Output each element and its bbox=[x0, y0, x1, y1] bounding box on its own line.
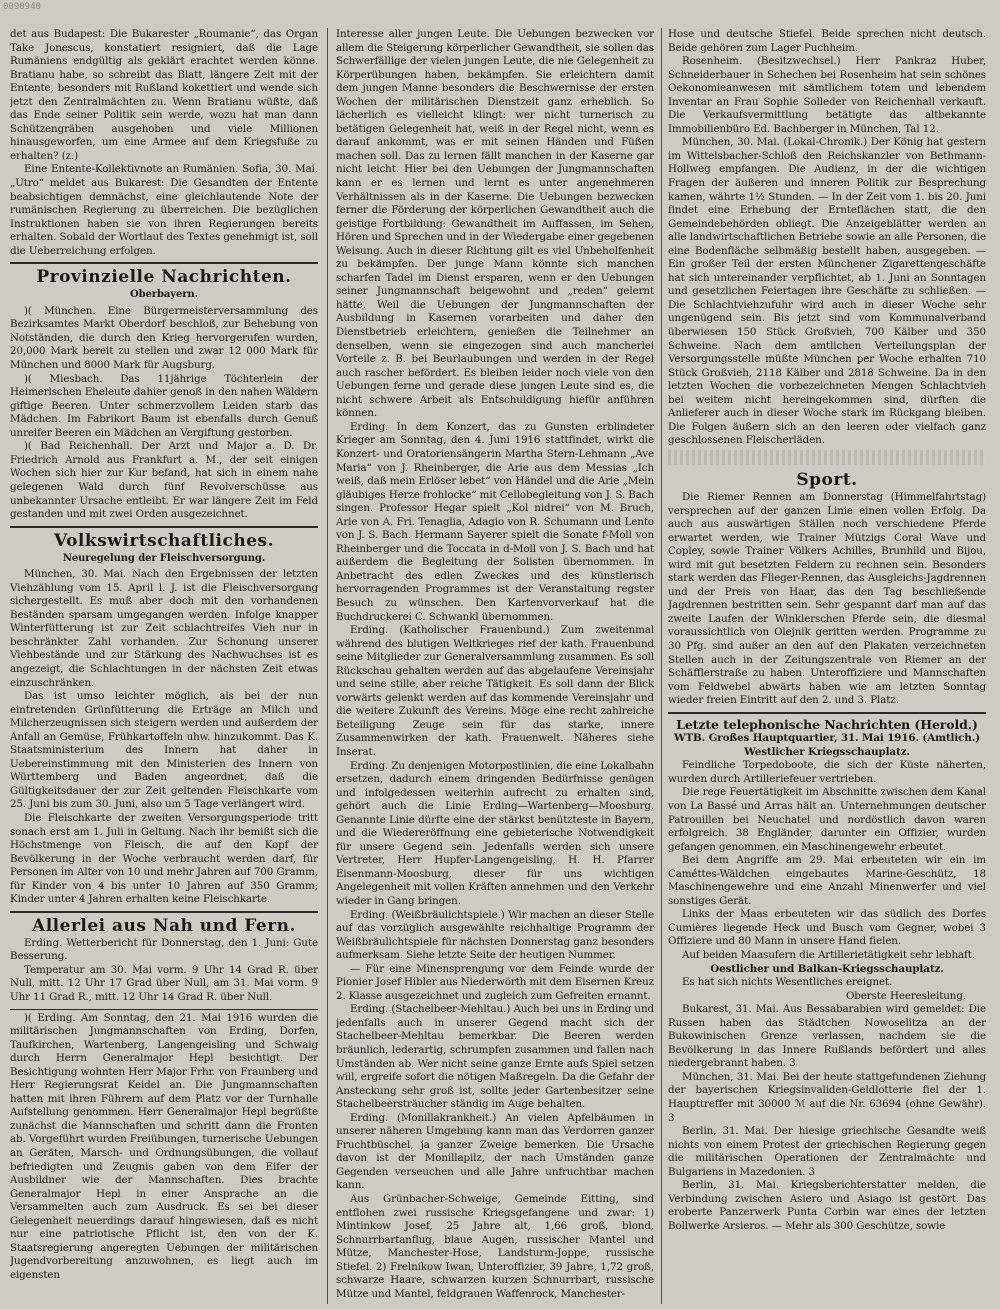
section-title-provincial: Provinzielle Nachrichten. bbox=[36, 267, 292, 288]
article-paragraph: Hose und deutsche Stiefel. Beide sprechen nicht deutsch. Beide gehören zum Lager Puchheim. bbox=[668, 28, 986, 54]
dateline: WTB. Großes Hauptquartier, 31. Mai 1916. (Amtlich.) bbox=[674, 732, 980, 745]
article-paragraph: Feindliche Torpedoboote, die sich der Küste näherten, wurden durch Artilleriefeuer vertrieben. bbox=[668, 759, 986, 785]
section-title-telephone-news: Letzte telephonische Nachrichten (Herold.) bbox=[676, 716, 978, 732]
article-paragraph: Erding. Zu denjenigen Motorpostlinien, die eine Lokalbahn ersetzen, dadurch einem dringenden Bedürfnisse genügen und infolgedessen weiterhin aufrecht zu erhalten sind, gehört auch die Linie Erding—Wartenberg—Moosburg. Genannte Linie dürfte eine der stärkst benützteste in Bayern, und die Wiedereröffnung eine gebieterische Notwendigkeit für unsere Gegend sein. Jedenfalls werden sich unsere Vertreter, Herr Hupfer-Langengeisling, H. H. Pfarrer Eisenmann-Moosburg, dieser für uns wichtigen Angelegenheit mit vollen Kräften annehmen und den Verkehr wieder in Gang bringen. bbox=[336, 759, 654, 907]
section-divider bbox=[10, 262, 318, 264]
subheading: Westlicher Kriegsschauplatz. bbox=[744, 745, 910, 758]
article-paragraph: Bei dem Angriffe am 29. Mai erbeuteten wir ein im Caméttes-Wäldchen eingebautes Marine-Geschütz, 18 Maschinengewehre und eine Anzahl Minenwerfer und viel sonstiges Gerät. bbox=[668, 854, 986, 907]
article-paragraph: Erding. (Katholischer Frauenbund.) Zum zweitenmal während des blutigen Weltkrieges rief der kath. Frauenbund seine Mitglieder zur Generalversammlung zusammen. Es soll Rückschau gehalten werden auf das abgelaufene Vereinsjahr und seine stille, aber reiche Tätigkeit. Es soll dann der Blick vorwärts gelenkt werden auf das kommende Vereinsjahr und die weitere Zukunft des Vereins. Möge eine recht zahlreiche Beteiligung Zeuge sein für das starke, innere Zusammenwirken der kath. Frauenwelt. Näheres siehe Inserat. bbox=[336, 624, 654, 758]
article-paragraph: Interesse aller jungen Leute. Die Uebungen bezwecken vor allem die Steigerung körperlicher Gewandtheit, sie sollen das Schwerfällige der vielen jungen Leute, die nie Gelegenheit zu Körperübungen haben, bekämpfen. Sie erleichtern damit dem jungen Manne besonders die Beschwernisse der ersten Wochen der militärischen Dienstzeit ganz erheblich. So lächerlich es vielleicht klingt: wer nicht turnerisch zu betätigen Gelegenheit hat, weiß in der Regel nicht, wenn es darauf ankommt, was er mit seinen Händen und Füßen machen soll. Das zu lernen fällt manchen in der Kaserne gar nicht leicht. Hier bei den Uebungen der Jungmannschaften kann er es lernen und lernt es unter angenehmeren Verhältnissen als in der Kaserne. Die Uebungen bezwecken ferner die Förderung der körperlichen Gewandtheit auch die geistige Fortbildung: Gewandtheit im Auffassen, im Sehen, Hören und Sprechen und in der Wiedergabe einer gegebenen Weisung. Auch in dieser Richtung gilt es viel Unbeholfenheit zu bekämpfen. Der junge Mann könnte sich manchen scharfen Tadel im Dienst ersparen, wenn er den Uebungen seiner Jungmannschaft beigewohnt und „reden“ gelernt hätte. Weil die Uebungen der Jungmannschaften der Ausbildung in Kasernen vorarbeiten und daher den Dienstbetrieb erleichtern, genießen die Teilnehmer an denselben, wenn sie eingezogen sind auch mancherlei Vorteile z. B. bei Beurlaubungen und werden in der Regel auch rascher befördert. Es bleiben leider noch viele von den Uebungen ferne und gerade diese jungen Leute sind es, die nicht schwere Arbeit als Entschuldigung hiefür anführen können. bbox=[336, 28, 654, 420]
article-paragraph: Eine Entente-Kollektivnote an Rumänien. Sofia, 30. Mai. „Utro“ meldet aus Bukarest: Die Gesandten der Entente beabsichtigen demnächst, eine gleichlautende Note der rumänischen Regierung zu überreichen. Die bezüglichen Instruktionen haben sie von ihren Regierungen bereits erhalten. Sobald der Wortlaut des Textes genehmigt ist, soll die Ueberreichung erfolgen. bbox=[10, 163, 318, 257]
column-right bbox=[668, 28, 986, 1304]
article-paragraph: — Für eine Minensprengung vor dem Feinde wurde der Pionier Josef Hibler aus Niederwörth mit dem Eisernen Kreuz 2. Klasse ausgezeichnet und zugleich zum Gefreiten ernannt. bbox=[336, 962, 654, 1002]
signature: Oberste Heeresleitung. bbox=[845, 989, 966, 1002]
section-divider bbox=[668, 712, 986, 714]
article-paragraph: Die rege Feuertätigkeit im Abschnitte zwischen dem Kanal von La Bassé und Arras hält an. Unternehmungen deutscher Patrouillen bei Neuchatel und nordöstlich davon waren erfolgreich. 38 Engländer, darunter ein Offizier, wurden gefangen genommen, ein Maschinengewehr erbeutet. bbox=[668, 786, 986, 853]
section-title-miscellany: Allerlei aus Nah und Fern. bbox=[32, 915, 296, 936]
article-paragraph: Die Fleischkarte der zweiten Versorgungsperiode tritt sonach erst am 1. Juli in Geltung. Nach ihr bemißt sich die Höchstmenge von Fleisch, die auf den Kopf der Bevölkerung in der Woche verbraucht werden darf, für Personen im Alter von 10 und mehr Jahren auf 700 Gramm, für Kinder von 4 bis unter 10 Jahren auf 350 Gramm; Kinder unter 4 Jahren erhalten keine Fleischkarte. bbox=[10, 811, 318, 906]
article-paragraph: Erding. In dem Konzert, das zu Gunsten erblindeter Krieger am Sonntag, den 4. Juni 1916 stattfindet, wirkt die Konzert- und Oratoriensängerin Martha Stern-Lehmann „Ave Maria“ von J. Rheinberger, die Arie aus dem Messias „Ich weiß, daß mein Erlöser lebet“ von Händel und die Arie „Mein gläubiges Herze frohlocke“ mit Cellobegleitung von J. S. Bach singen. Professor Hegar spielt „Kol nidrei“ von M. Bruch, Arie von A. Fri. Tenaglia, Adagio von R. Schumann und Lento von J. S. Bach. Hermann Sayerer spielt die Sonate f-Moll von Rheinberger und die Toccata in d-Moll von J. S. Bach und hat außerdem die Begleitung der Solisten übernommen. In Anbetracht des edlen Zweckes und des künstlerisch hervorragenden Programmes ist der Veranstaltung regster Besuch zu wünschen. Den Kartenvorverkauf hat die Buchdruckerei C. Schwankl übernommen. bbox=[336, 420, 654, 623]
article-paragraph: )( München. Eine Bürgermeisterversammlung des Bezirksamtes Markt Oberdorf beschloß, zur Behebung von Notständen, die durch den Krieg hervorgerufen wurden, 20,000 Mark bereit zu stellen und zwar 12 000 Mark für München und 8000 Mark für Augsburg. bbox=[10, 304, 318, 372]
section-subtitle: Oberbayern. bbox=[130, 289, 198, 301]
section-divider bbox=[10, 911, 318, 913]
article-paragraph: München, 31. Mai. Bei der heute stattgefundenen Ziehung der bayerischen Kriegsinvaliden-Geldlotterie fiel der 1. Haupttreffer mit 30000 ℳ auf die Nr. 63694 (ohne Gewähr). 3 bbox=[668, 1070, 986, 1124]
article-paragraph: Erding. Wetterbericht für Donnerstag, den 1. Juni: Gute Besserung. bbox=[10, 936, 318, 963]
article-paragraph: det aus Budapest: Die Bukarester „Roumanie“, das Organ Take Jonescus, konstatiert resigniert, daß die Lage Rumäniens endgültig als geklärt erachtet werden könne. Bratianu habe, so schreibt das Blatt, längere Zeit mit der Entente, besonders mit Rußland kokettiert und wende sich jetzt den Zentralmächten zu. Wenn Bratianu wüßte, daß das Ende seiner Politik sein werde, wozu hat man dann Schützengräben ausgehoben und viele Millionen hinausgeworfen, um eine Armee auf dem Kriegsfuße zu erhalten? (z.) bbox=[10, 28, 318, 162]
scan-stamp: 0090940 bbox=[3, 2, 41, 12]
column-rule bbox=[327, 28, 328, 1304]
article-paragraph: )( Erding. Am Sonntag, den 21. Mai 1916 wurden die militärischen Jungmannschaften von Erding, Dorfen, Taufkirchen, Wartenberg, Langengeisling und Schwaig durch Herrn Generalmajor Hepl besichtigt. Der Besichtigung wohnten Herr Major Frhr. von Fraunberg und Herr Regierungsrat Keidel an. Die Jungmannschaften hatten mit ihren Führern auf dem Platz vor der Turnhalle Aufstellung genommen. Herr Generalmajor Hepl begrüßte zunächst die Mannschaften und schritt dann die Fronten ab. Vorgeführt wurden Freiübungen, turnerische Uebungen an Geräten, Marsch- und Ordnungsübungen, die vollauf befriedigten und Zeugnis gaben von dem Eifer der Ausbildner wie der Mannschaften. Dies brachte Generalmajor Hepl in einer Ansprache an die Versammelten auch zum Ausdruck. Es sei bei dieser Gelegenheit neuerdings darauf hingewiesen, daß es nicht nur eine patriotische Pflicht ist, den von der K. Staatsregierung angeregten Uebungen der militärischen Jugendvorbereitung anzuwohnen, es liegt auch im eigensten bbox=[10, 1011, 318, 1281]
subheading: Oestlicher und Balkan-Kriegsschauplatz. bbox=[710, 962, 944, 975]
faded-advert-strip bbox=[668, 450, 986, 465]
section-divider bbox=[10, 526, 318, 528]
article-paragraph: Erding. (Stachelbeer-Mehltau.) Auch bei uns in Erding und jedenfalls auch in unserer Gegend macht sich der Stachelbeer-Mehltau bemerkbar. Die Beeren werden bräunlich, lederartig, schrumpfen zusammen und fallen nach Umständen ab. Wer nicht seine ganze Ernte aufs Spiel setzen will, ergreife sofort die nötigen Maßregeln. Da die Gefahr der Ansteckung sehr groß ist, sollte jeder Gartenbesitzer seine Stachelbeersträucher ständig im Auge behalten. bbox=[336, 1003, 654, 1111]
article-paragraph: Aus Grünbacher-Schweige, Gemeinde Eitting, sind entflohen zwei russische Kriegsgefangene und zwar: 1) Mintinkow Josef, 25 Jahre alt, 1,66 groß, blond, Schnurrbartanflug, blaue Augen, russischer Mantel und Mütze, Manchester-Hose, Landsturm-Joppe, russische Stiefel. 2) Frelnikow Iwan, Unteroffizier, 39 Jahre, 1,72 groß, schwarze Haare, schwarzen kurzen Schnurrbart, russische Mütze und Mantel, feldgrauen Waffenrock, Manchester- bbox=[336, 1193, 654, 1300]
article-paragraph: )( Miesbach. Das 11jährige Töchterlein der Heimerlschen Eheleute dahier genoß in den nahen Wäldern giftige Beeren. Unter schmerzvollem Leiden starb das Mädchen. Im Fabrikort Baum ist ebenfalls durch Genuß unreifer Beeren ein Mädchen an Vergiftung gestorben. bbox=[10, 372, 318, 439]
section-subtitle: Neuregelung der Fleischversorgung. bbox=[62, 552, 266, 564]
article-paragraph: München, 30. Mai. (Lokal-Chronik.) Der König hat gestern im Wittelsbacher-Schloß den Reichskanzler von Bethmann-Hollweg empfangen. Die Audienz, in der die wichtigen Fragen der äußeren und inneren Politik zur Besprechung kamen, währte 1½ Stunden. — In der Zeit vom 1. bis 20. Juni findet eine Erhebung der Ernteflächen statt, die den Gemeindebehörden obliegt. Die Anzeigeblätter werden an alle landwirtschaftlichen Betriebe sowie an alle Personen, die eine Bodenfläche selbmäßig bestellt haben, ausgegeben. — Ein großer Teil der ersten Münchener Zigarettengeschäfte hat sich untereinander verpflichtet, ab 1. Juni an Sonntagen und gesetzlichen Feiertagen ihre Geschäfte zu schließen. — Die Schlachtviehzufuhr wird auch in dieser Woche sehr ungenügend sein. Bis jetzt sind vom Kommunalverband überwiesen 150 Stück Großvieh, 700 Kälber und 350 Schweine. Nach dem amtlichen Verteilungsplan der Versorgungsstelle müßte München per Woche erhalten 710 Stück Großvieh, 2118 Kälber und 2818 Schweine. Da in den letzten Wochen die vorbezeichneten Mengen Schlachtvieh bei weitem nicht hereingekommen sind, dürften die Anlieferer auch in dieser Woche stark im Rückgang bleiben. Die Folgen äußern sich an den leeren oder vielfach ganz geschlossenen Fleischerläden. bbox=[668, 136, 986, 447]
article-paragraph: Berlin, 31. Mai. Der hiesige griechische Gesandte weiß nichts von einem Protest der griechischen Regierung gegen die militärischen Operationen der Zentralmächte und Bulgariens in Mazedonien. 3 bbox=[668, 1125, 986, 1178]
article-paragraph: Erding. (Weißbräulichtspiele.) Wir machen an dieser Stelle auf das vorzüglich ausgewählte reichhaltige Programm der Weißbräulichtspiele für nächsten Donnerstag ganz besonders aufmerksam. Siehe letzte Seite der heutigen Nummer. bbox=[336, 908, 654, 962]
section-title-sport: Sport. bbox=[796, 469, 858, 490]
article-paragraph: Bukarest, 31. Mai. Aus Bessabarabien wird gemeldet: Die Russen haben das Städtchen Nowoselitza an der Bukowinischen Grenze verlassen, nachdem sie die Bevölkerung in das Innere Rußlands befördert und alles niedergebrannt haben. 3 bbox=[668, 1003, 986, 1070]
column-left bbox=[10, 28, 318, 1304]
article-paragraph: Links der Maas erbeuteten wir das südlich des Dorfes Cumières liegende Heck und Busch vom Gegner, wobei 3 Offiziere und 80 Mann in unsere Hand fielen. bbox=[668, 908, 986, 948]
column-middle bbox=[336, 28, 654, 1304]
article-paragraph: München, 30. Mai. Nach den Ergebnissen der letzten Viehzählung vom 15. April l. J. ist die Fleischversorgung sichergestellt. Es muß aber doch mit den vorhandenen Beständen sparsam umgegangen werden. Infolge knapper Winterfütterung ist zur Zeit schlachtreifes Vieh nur in beschränkter Zahl vorhanden. Zur Schonung unserer Viehbestände und zur Stärkung des Nachwuchses ist es angezeigt, die Schlachtungen in der nächsten Zeit etwas einzuschränken. bbox=[10, 568, 318, 689]
article-paragraph: Temperatur am 30. Mai vorm. 9 Uhr 14 Grad R. über Null, mitt. 12 Uhr 17 Grad über Null, am 31. Mai vorm. 9 Uhr 11 Grad R., mitt. 12 Uhr 14 Grad R. über Null. bbox=[10, 963, 318, 1003]
section-divider bbox=[10, 1009, 318, 1010]
article-paragraph: Rosenheim. (Besitzwechsel.) Herr Pankraz Huber, Schneiderbauer in Schechen bei Rosenheim hat sein schönes Oekonomieanwesen mit sämtlichem totem und lebendem Inventar an Frau Sophie Solleder von Reichenhall verkauft. Die Verkaufsvermittlung betätigte das altbekannte Immobilienbüro Ed. Bachberger in München, Tal 12. bbox=[668, 55, 986, 135]
article-paragraph: Die Riemer Rennen am Donnerstag (Himmelfahrtstag) versprechen auf der ganzen Linie einen vollen Erfolg. Da auch aus auswärtigen Ställen noch verschiedene Pferde erwartet werden, wie Trainer Mützigs Coral Wave und Copley, sowie Trainer Völkers Achilles, Brunhild und Bijou, wird mit gut besetzten Feldern zu rechnen sein. Besonders stark werden das Flieger-Rennen, das Ausgleichs-Jagdrennen und der Preis von Haar, das den Tag beschließende Jagdrennen bestritten sein. Sehr gespannt darf man auf das zweite Laufen der Winklerschen Pferde sein, die diesmal voraussichtlich von Olejnik geritten werden. Programme zu 30 Pfg. sind außer an den auf den Plakaten verzeichneten Stellen auch in der Zeitungszentrale von Riemer an der Schäfflerstraße zu haben. Unteroffiziere und Mannschaften vom Feldwebel abwärts haben wie am letzten Sonntag wieder freien Eintritt auf den 2. und 3. Platz. bbox=[668, 490, 986, 707]
section-title-economy: Volkswirtschaftliches. bbox=[53, 530, 275, 551]
article-paragraph: Auf beiden Maasufern die Artillerietätigkeit sehr lebhaft. bbox=[682, 949, 975, 961]
article-paragraph: Erding. (Monillakrankheit.) An vielen Apfelbäumen in unserer näheren Umgebung kann man das Verdorren ganzer Fruchtbüschel, ja ganzer Zweige bemerken. Die Ursache davon ist der Monillapilz, der nach Umständen ganze Gegenden verseuchen und alle Jahre unfruchtbar machen kann. bbox=[336, 1111, 654, 1192]
article-paragraph: Es hat sich nichts Wesentliches ereignet. bbox=[682, 976, 893, 989]
article-paragraph: Berlin, 31. Mai. Kriegsberichterstatter melden, die Verbindung zwischen Asiero und Asiago ist gestört. Das eroberte Panzerwerk Punta Corbin war eines der letzten Bollwerke Arsieros. — Mehr als 300 Geschütze, sowie bbox=[668, 1179, 986, 1232]
article-paragraph: Das ist umso leichter möglich, als bei der nun eintretenden Grünfütterung die Erträge an Milch und Milcherzeugnissen sich steigern werden und außerdem der Anfall an Gemüse, Frühkartoffeln uhw. hinzukommt. Das K. Staatsministerium des Innern hat daher in Uebereinstimmung mit den Ministerien des Innern von Württemberg und Baden angeordnet, daß die Gültigkeitsdauer der zur Zeit geltenden Fleischkarte vom 25. Juni bis zum 30. Juni, also um 5 Tage verlängert wird. bbox=[10, 690, 318, 811]
column-rule bbox=[661, 28, 662, 1304]
article-paragraph: )( Bad Reichenhall. Der Arzt und Major a. D. Dr. Friedrich Arnold aus Frankfurt a. M., der seit einigen Wochen sich hier zur Kur befand, hat sich in einem nahe gelegenen Wald durch fünf Revolverschüsse aus unbekannter Ursache entleibt. Er war längere Zeit im Feld gestanden und mit zwei Orden ausgezeichnet. bbox=[10, 440, 318, 521]
